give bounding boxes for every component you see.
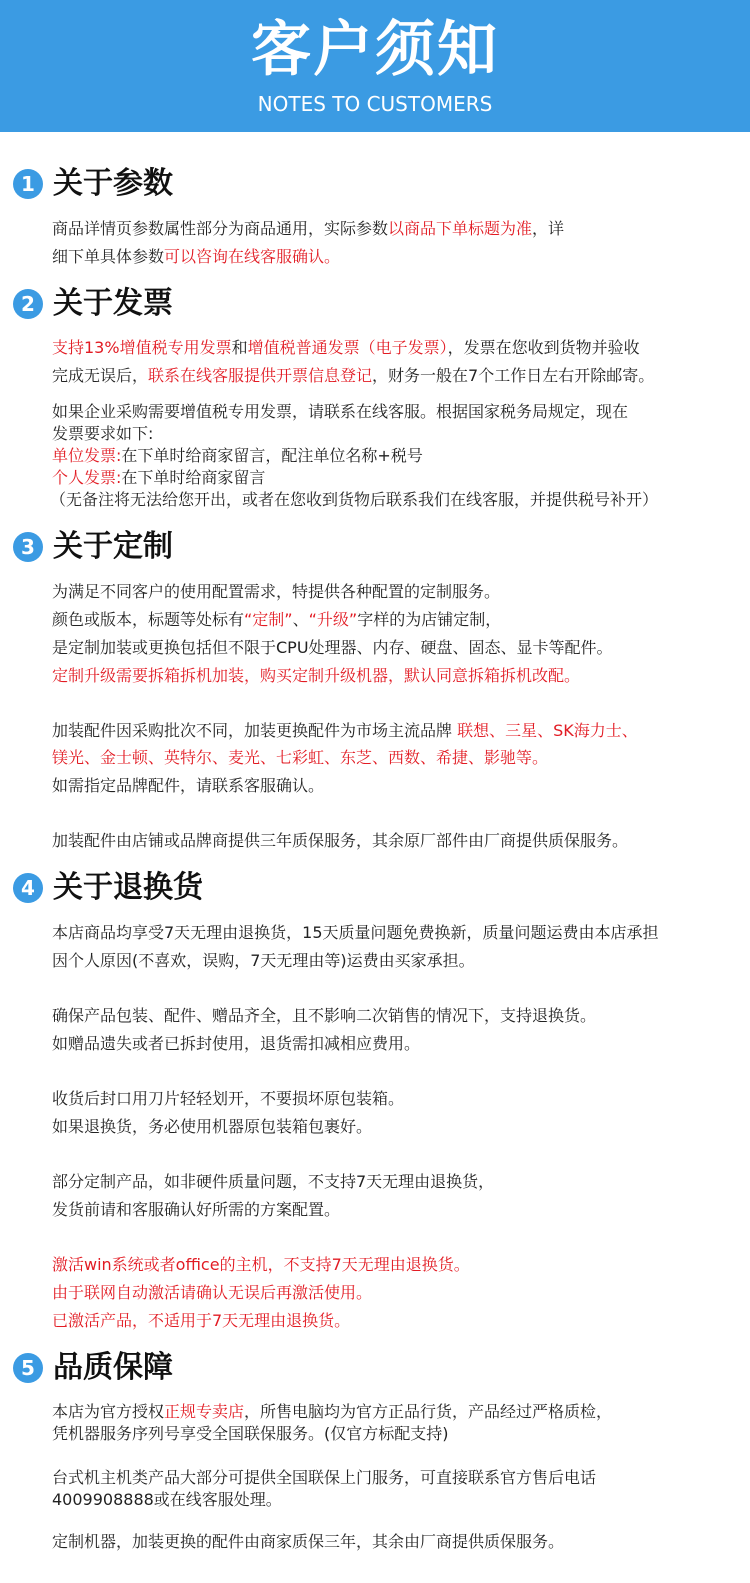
text-line: 加装配件因采购批次不同，加装更换配件为市场主流品牌 联想、三星、SK海力士、 [52,721,638,740]
text-line: 确保产品包装、配件、赠品齐全，且不影响二次销售的情况下，支持退换货。 [52,1006,597,1025]
section-heading-custom [13,527,173,567]
text-line: 加装配件由店铺或品牌商提供三年质保服务，其余原厂部件由厂商提供质保服务。 [52,831,629,850]
section-number-badge: 3 [13,532,43,562]
text-line: 细下单具体参数可以咨询在线客服确认。 [52,247,341,266]
section-title: 品质保障 [53,1350,173,1385]
text-line: 完成无误后，联系在线客服提供开票信息登记，财务一般在7个工作日左右开除邮寄。 [52,366,655,385]
text-line: 已激活产品，不适用于7天无理由退换货。 [52,1311,351,1330]
text-line: 本店商品均享受7天无理由退换货，15天质量问题免费换新，质量问题运费由本店承担 [52,923,659,942]
text-line: （无备注将无法给您开出，或者在您收到货物后联系我们在线客服，并提供税号补开） [50,490,659,509]
text-line: 由于联网自动激活请确认无误后再激活使用。 [52,1283,373,1302]
text-line: 本店为官方授权正规专卖店，所售电脑均为官方正品行货，产品经过严格质检， [52,1402,613,1421]
section-title: 关于定制 [53,529,173,564]
text-line: 台式机主机类产品大部分可提供全国联保上门服务，可直接联系官方售后电话 [52,1468,597,1487]
section-number-badge: 4 [13,873,43,903]
text-line: 镁光、金士顿、英特尔、麦光、七彩虹、东芝、西数、希捷、影驰等。 [52,748,549,767]
text-line: 如需指定品牌配件，请联系客服确认。 [52,776,325,795]
text-line: 因个人原因(不喜欢，误购，7天无理由等)运费由买家承担。 [52,951,475,970]
page-title: 客户须知 [251,15,499,85]
text-line: 如果企业采购需要增值税专用发票，请联系在线客服。根据国家税务局规定，现在 [52,402,629,421]
text-line: 为满足不同客户的使用配置需求，特提供各种配置的定制服务。 [52,582,501,601]
text-line: 发货前请和客服确认好所需的方案配置。 [52,1200,341,1219]
text-line: 如赠品遗失或者已拆封使用，退货需扣减相应费用。 [52,1034,421,1053]
text-line: 如果退换货，务必使用机器原包装箱包裹好。 [52,1117,373,1136]
section-heading-invoice [13,284,173,324]
section-title: 关于发票 [53,286,173,321]
text-line: 发票要求如下: [52,424,154,443]
text-line: 收货后封口用刀片轻轻划开，不要损坏原包装箱。 [52,1089,405,1108]
section-title: 关于退换货 [53,870,203,905]
section-heading-params [13,164,173,204]
text-line: 商品详情页参数属性部分为商品通用，实际参数以商品下单标题为准，详 [52,219,565,238]
section-heading-quality [13,1348,173,1388]
section-number-badge: 5 [13,1353,43,1383]
section-number-badge: 2 [13,289,43,319]
page-subtitle: NOTES TO CUSTOMERS [257,92,493,116]
text-line: 支持13%增值税专用发票和增值税普通发票（电子发票），发票在您收到货物并验收 [52,338,640,357]
text-line: 颜色或版本，标题等处标有“定制”、“升级”字样的为店铺定制， [52,610,502,629]
text-line: 定制升级需要拆箱拆机加装，购买定制升级机器，默认同意拆箱拆机改配。 [52,666,581,685]
text-line: 凭机器服务序列号享受全国联保服务。(仅官方标配支持) [52,1424,449,1443]
text-line: 个人发票:在下单时给商家留言 [52,468,266,487]
section-number-badge: 1 [13,169,43,199]
text-line: 部分定制产品，如非硬件质量问题，不支持7天无理由退换货， [52,1172,495,1191]
section-title: 关于参数 [53,166,173,201]
text-line: 是定制加装或更换包括但不限于CPU处理器、内存、硬盘、固态、显卡等配件。 [52,638,613,657]
text-line: 单位发票:在下单时给商家留言，配注单位名称+税号 [52,446,423,465]
section-heading-returns [13,868,203,908]
text-line: 4009908888或在线客服处理。 [52,1490,282,1509]
text-line: 定制机器，加装更换的配件由商家质保三年，其余由厂商提供质保服务。 [52,1532,565,1551]
text-line: 激活win系统或者office的主机，不支持7天无理由退换货。 [52,1255,470,1274]
header-banner [0,0,750,132]
